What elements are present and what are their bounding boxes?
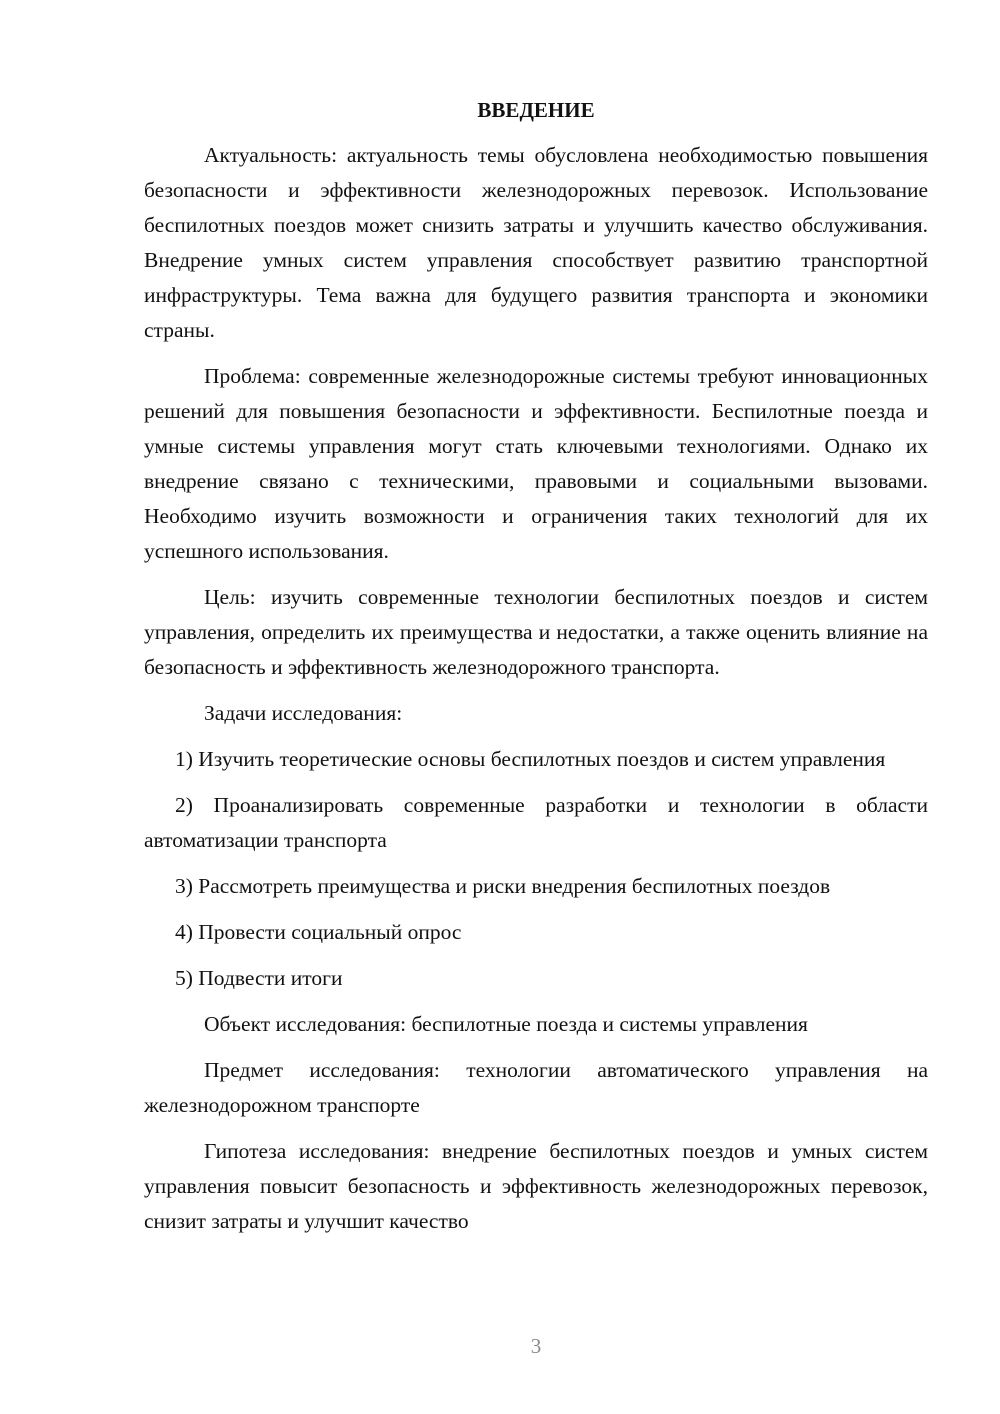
task-item: 4) Провести социальный опрос (175, 920, 462, 944)
relevance-paragraph: Актуальность: актуальность темы обусловлена необходимостью повышения безопасности и эффективности железнодорожных перевозок. Использование беспилотных поездов может снизить затраты и улучшить качество обслуживания. Внедрение умных систем управления способствует развитию транспортной инфраструктуры. Тема важна для будущего развития транспорта и экономики страны. (144, 143, 928, 342)
tasks-heading: Задачи исследования: (204, 701, 403, 725)
page-body (144, 92, 928, 1250)
object-paragraph: Объект исследования: беспилотные поезда и системы управления (204, 1012, 808, 1036)
task-item: 2) Проанализировать современные разработки и технологии в области автоматизации транспорта (144, 793, 928, 852)
hypothesis-paragraph: Гипотеза исследования: внедрение беспилотных поездов и умных систем управления повысит безопасность и эффективность железнодорожных перевозок, снизит затраты и улучшит качество (144, 1139, 928, 1233)
page-number: 3 (530, 1334, 542, 1358)
task-item: 3) Рассмотреть преимущества и риски внедрения беспилотных поездов (175, 874, 831, 898)
section-heading: ВВЕДЕНИЕ (477, 98, 595, 122)
task-item: 5) Подвести итоги (175, 966, 343, 990)
task-item: 1) Изучить теоретические основы беспилотных поездов и систем управления (175, 747, 886, 771)
goal-paragraph: Цель: изучить современные технологии беспилотных поездов и систем управления, определить их преимущества и недостатки, а также оценить влияние на безопасность и эффективность железнодорожного транспорта. (144, 585, 928, 679)
problem-paragraph: Проблема: современные железнодорожные системы требуют инновационных решений для повышения безопасности и эффективности. Беспилотные поезда и умные системы управления могут стать ключевыми технологиями. Однако их внедрение связано с техническими, правовыми и социальными вызовами. Необходимо изучить возможности и ограничения таких технологий для их успешного использования. (144, 364, 928, 563)
subject-paragraph: Предмет исследования: технологии автоматического управления на железнодорожном транспорте (144, 1058, 928, 1117)
